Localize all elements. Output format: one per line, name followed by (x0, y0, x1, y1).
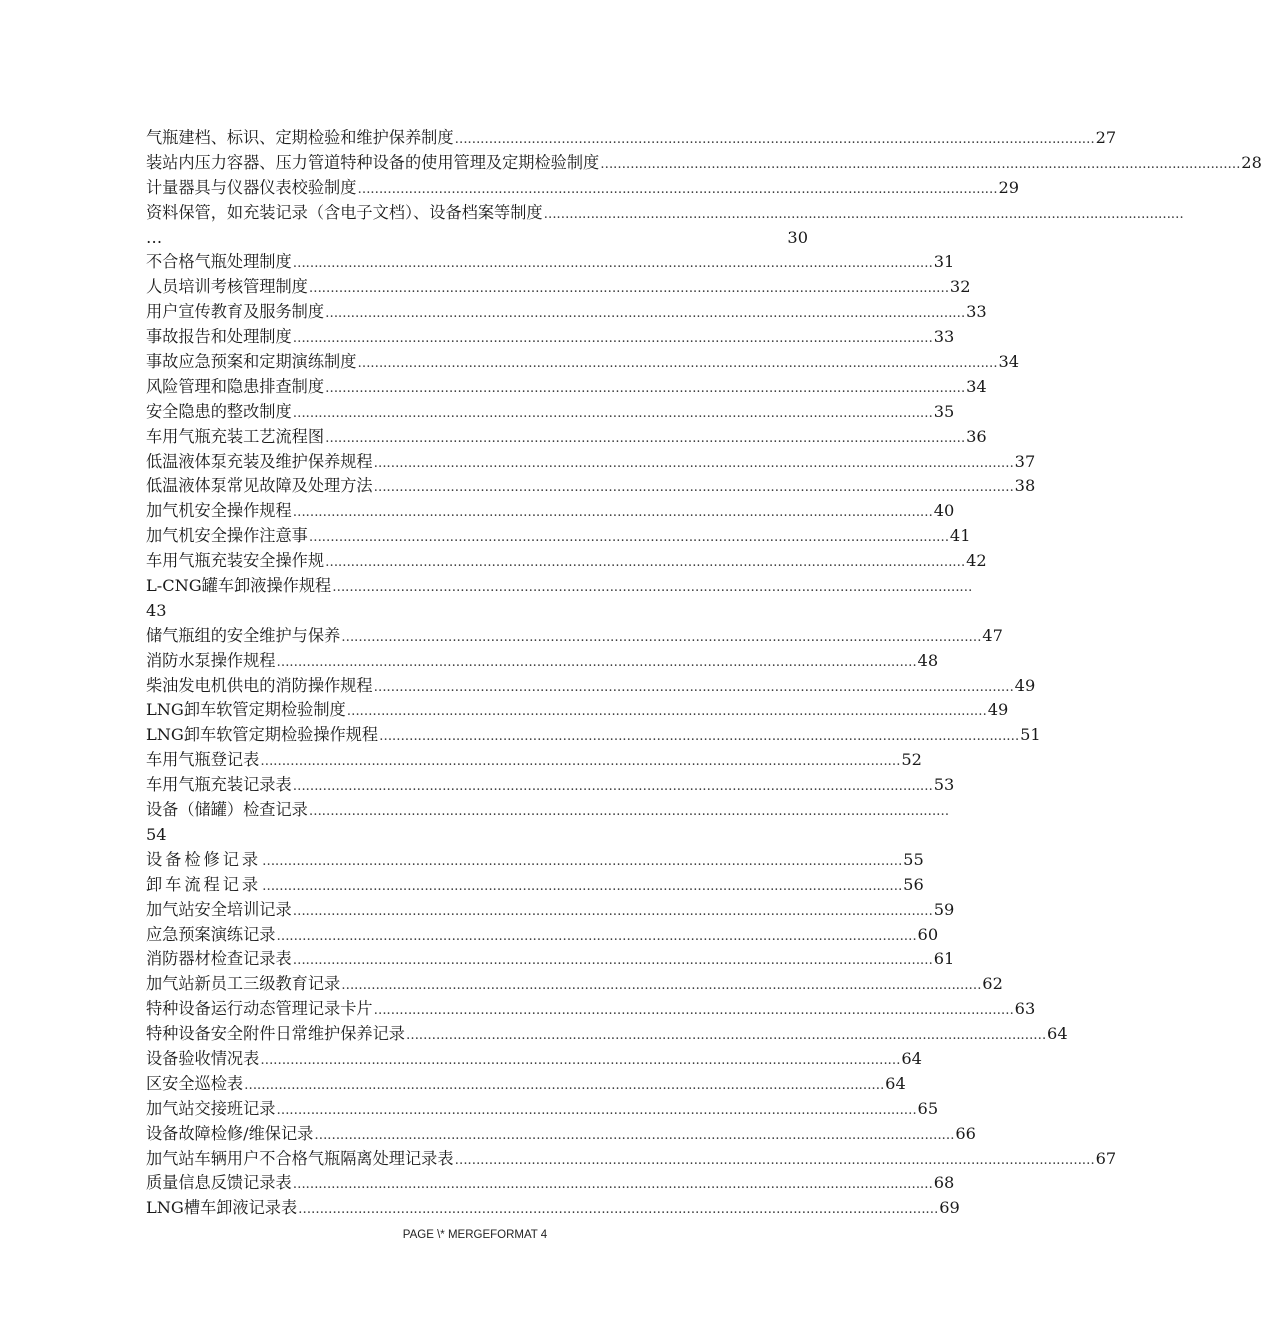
toc-entry-page: 64 (901, 1048, 922, 1068)
toc-entry-page: 37 (1014, 451, 1036, 471)
toc-entry-page: 63 (1014, 999, 1036, 1019)
toc-leader-dots: …………………………………………………………………………………………………………………………………… (373, 679, 1014, 695)
toc-entry[interactable] (146, 275, 971, 300)
toc-entry-page: 59 (933, 899, 955, 919)
toc-entry-title: 柴油发电机供电的消防操作规程 (146, 675, 373, 695)
toc-entry[interactable] (146, 151, 1262, 176)
toc-entry-page: 54 (146, 824, 167, 844)
toc-leader-dots: …………………………………………………………………………………………………………………………………… (292, 779, 933, 795)
toc-leader-dots: …………………………………………………………………………………………………………………………………… (600, 156, 1241, 172)
toc-entry[interactable] (146, 1147, 1117, 1172)
toc-entry[interactable] (146, 250, 955, 275)
toc-entry-title: 装站内压力容器、压力管道特种设备的使用管理及定期检验制度 (146, 152, 600, 172)
toc-entry-title: LNG槽车卸液记录表 (146, 1198, 298, 1218)
toc-entry-page: 35 (933, 401, 955, 421)
toc-entry-title: 用户宣传教育及服务制度 (146, 302, 325, 322)
toc-entry-page: 38 (1014, 476, 1036, 496)
toc-entry-page: 67 (1095, 1148, 1117, 1168)
toc-leader-dots: …………………………………………………………………………………………………………………………………… (543, 206, 1184, 222)
toc-entry-title: 设备检修记录 (146, 849, 262, 869)
toc-entry-title: 加气机安全操作注意事 (146, 526, 308, 546)
toc-entry[interactable] (146, 300, 987, 325)
toc-entry-page: 29 (998, 177, 1020, 197)
toc-entry[interactable] (146, 400, 955, 425)
toc-entry-title: 加气机安全操作规程 (146, 501, 292, 521)
toc-entry-title: 设备验收情况表 (146, 1048, 260, 1068)
toc-leader-dots: …………………………………………………………………………………………………………………………………… (260, 1052, 901, 1068)
toc-entry-title: L-CNG罐车卸液操作规程 (146, 576, 332, 596)
toc-entry-page: 65 (917, 1098, 939, 1118)
toc-entry-page: 49 (1014, 675, 1036, 695)
toc-entry-title: 计量器具与仪器仪表校验制度 (146, 177, 357, 197)
toc-entry[interactable] (146, 574, 973, 599)
toc-entry[interactable] (146, 325, 955, 350)
toc-entry-title: 事故应急预案和定期演练制度 (146, 352, 357, 372)
toc-leader-dots: …………………………………………………………………………………………………………………………………… (292, 953, 933, 969)
toc-leader-dots: …………………………………………………………………………………………………………………………………… (276, 1102, 917, 1118)
toc-entry-page: 52 (901, 750, 922, 770)
toc-entry-title: 卸车流程记录 (146, 874, 262, 894)
toc-entry[interactable] (146, 898, 955, 923)
toc-leader-dots: …………………………………………………………………………………………………………………………………… (454, 132, 1095, 147)
toc-entry-page: 47 (982, 625, 1003, 645)
toc-entry-page: 32 (949, 277, 971, 297)
toc-entry-page: 68 (933, 1173, 955, 1193)
toc-leader-dots: …………………………………………………………………………………………………………………………………… (292, 1177, 933, 1193)
toc-entry[interactable] (146, 748, 922, 773)
toc-entry-page: 64 (885, 1073, 906, 1093)
toc-leader-dots: …………………………………………………………………………………………………………………………………… (341, 629, 982, 645)
toc-leader-dots: …………………………………………………………………………………………………………………………………… (308, 530, 949, 546)
toc-entry-page: 31 (933, 252, 955, 272)
toc-entry[interactable] (146, 972, 1003, 997)
toc-leader-dots: …………………………………………………………………………………………………………………………………… (298, 1202, 939, 1218)
toc-entry-page: 27 (1095, 128, 1117, 147)
toc-entry-title: LNG卸车软管定期检验操作规程 (146, 725, 379, 745)
toc-leader-dots: …………………………………………………………………………………………………………………………………… (308, 281, 949, 297)
toc-entry-page: 64 (1047, 1024, 1068, 1044)
toc-leader-dots: …………………………………………………………………………………………………………………………………… (308, 804, 949, 820)
toc-entry-continuation (146, 226, 808, 251)
toc-entry-title: 气瓶建档、标识、定期检验和维护保养制度 (146, 128, 454, 147)
toc-leader-dots: …………………………………………………………………………………………………………………………………… (373, 1003, 1014, 1019)
toc-entry-page: 28 (1241, 152, 1262, 172)
toc-entry[interactable] (146, 549, 987, 574)
toc-entry-page: 36 (966, 426, 987, 446)
toc-entry[interactable] (146, 1122, 976, 1147)
toc-entry-title: 消防水泵操作规程 (146, 650, 276, 670)
toc-leader-dots: …………………………………………………………………………………………………………………………………… (357, 181, 998, 197)
toc-entry-title: 加气站新员工三级教育记录 (146, 974, 341, 994)
toc-entry-title: 设备故障检修/维保记录 (146, 1123, 314, 1143)
toc-entry-title: 车用气瓶充装记录表 (146, 775, 292, 795)
toc-entry-page: 62 (982, 974, 1003, 994)
toc-entry[interactable] (146, 1097, 939, 1122)
toc-leader-dots: …………………………………………………………………………………………………………………………………… (292, 505, 933, 521)
toc-entry-title: 安全隐患的整改制度 (146, 401, 292, 421)
toc-entry-page: 55 (903, 849, 924, 869)
toc-entry-title: 质量信息反馈记录表 (146, 1173, 292, 1193)
toc-leader-dots: …………………………………………………………………………………………………………………………………… (357, 356, 998, 372)
toc-entry[interactable] (146, 450, 1036, 475)
toc-leader-dots: …………………………………………………………………………………………………………………………………… (292, 256, 933, 272)
toc-entry[interactable] (146, 1072, 906, 1097)
toc-leader-dots: …………………………………………………………………………………………………………………………………… (325, 555, 966, 571)
toc-entry-page: 61 (933, 949, 955, 969)
toc-entry-title: 人员培训考核管理制度 (146, 277, 308, 297)
toc-entry[interactable] (146, 649, 939, 674)
toc-entry-title: 应急预案演练记录 (146, 924, 276, 944)
toc-entry-page: 60 (917, 924, 939, 944)
toc-leader-dots: …………………………………………………………………………………………………………………………………… (314, 1127, 955, 1143)
toc-leader-dots: …………………………………………………………………………………………………………………………………… (373, 455, 1014, 471)
toc-entry-title: 区安全巡检表 (146, 1073, 244, 1093)
toc-entry[interactable] (146, 798, 949, 823)
toc-entry[interactable] (146, 425, 987, 450)
toc-entry-title: 特种设备运行动态管理记录卡片 (146, 999, 373, 1019)
toc-entry[interactable] (146, 923, 939, 948)
toc-entry[interactable] (146, 773, 955, 798)
toc-entry[interactable] (146, 126, 1117, 151)
toc-entry[interactable] (146, 997, 1036, 1022)
toc-entry-page: 40 (933, 501, 955, 521)
toc-entry[interactable] (146, 624, 1003, 649)
toc-entry-page: 34 (998, 352, 1020, 372)
toc-leader-dots: …………………………………………………………………………………………………………………………………… (292, 331, 933, 347)
toc-entry-title: 风险管理和隐患排查制度 (146, 376, 325, 396)
toc-entry-title: 车用气瓶充装安全操作规 (146, 551, 325, 571)
toc-entry-title: 消防器材检查记录表 (146, 949, 292, 969)
toc-entry[interactable] (146, 375, 987, 400)
toc-leader-dots: …………………………………………………………………………………………………………………………………… (276, 928, 917, 944)
toc-leader-dots: …………………………………………………………………………………………………………………………………… (454, 1152, 1095, 1168)
toc-entry[interactable] (146, 1022, 1068, 1047)
toc-entry-title: 加气站安全培训记录 (146, 899, 292, 919)
toc-leader-dots: …………………………………………………………………………………………………………………………………… (373, 480, 1014, 496)
toc-entry[interactable] (146, 873, 924, 898)
toc-entry-page: 66 (955, 1123, 976, 1143)
toc-entry-continuation (146, 823, 808, 848)
toc-entry-title: 事故报告和处理制度 (146, 327, 292, 347)
toc-entry-title: 加气站车辆用户不合格气瓶隔离处理记录表 (146, 1148, 454, 1168)
toc-entry[interactable] (146, 474, 1036, 499)
toc-leader-dots: …………………………………………………………………………………………………………………………………… (379, 729, 1020, 745)
toc-entry-title: 加气站交接班记录 (146, 1098, 276, 1118)
toc-leader-dots: …………………………………………………………………………………………………………………………………… (260, 754, 901, 770)
toc-entry[interactable] (146, 176, 1020, 201)
toc-leader-dots: …………………………………………………………………………………………………………………………………… (341, 978, 982, 994)
toc-entry-page: 30 (787, 227, 808, 247)
toc-leader-dots: …………………………………………………………………………………………………………………………………… (262, 853, 903, 869)
toc-entry-page: 69 (939, 1198, 960, 1218)
toc-entry-title: 车用气瓶登记表 (146, 750, 260, 770)
toc-leader-dots: …………………………………………………………………………………………………………………………………… (325, 430, 966, 446)
toc-entry-title: 车用气瓶充装工艺流程图 (146, 426, 325, 446)
toc-wrap-dots: … (146, 227, 163, 247)
toc-leader-dots: …………………………………………………………………………………………………………………………………… (406, 1028, 1047, 1044)
toc-leader-dots: …………………………………………………………………………………………………………………………………… (292, 405, 933, 421)
toc-entry[interactable] (146, 524, 971, 549)
toc-leader-dots: …………………………………………………………………………………………………………………………………… (276, 654, 917, 670)
toc-leader-dots: …………………………………………………………………………………………………………………………………… (244, 1077, 885, 1093)
toc-entry-title: 特种设备安全附件日常维护保养记录 (146, 1024, 405, 1044)
toc-entry-page: 49 (987, 700, 1009, 720)
toc-leader-dots: …………………………………………………………………………………………………………………………………… (332, 580, 973, 596)
page-footer: PAGE \* MERGEFORMAT 4 (402, 1229, 548, 1241)
toc-entry[interactable] (146, 947, 955, 972)
toc-entry-page: 33 (966, 302, 987, 322)
toc-entry[interactable] (146, 1047, 922, 1072)
toc-leader-dots: …………………………………………………………………………………………………………………………………… (346, 704, 987, 720)
toc-entry[interactable] (146, 698, 1009, 723)
toc-entry-page: 43 (146, 600, 167, 620)
toc-entry[interactable] (146, 499, 955, 524)
toc-entry-page: 53 (933, 775, 955, 795)
toc-leader-dots: …………………………………………………………………………………………………………………………………… (262, 878, 903, 894)
toc-entry-page: 42 (966, 551, 987, 571)
toc-entry[interactable] (146, 350, 1020, 375)
toc-entry[interactable] (146, 1196, 960, 1221)
toc-entry-title: 资料保管，如充装记录（含电子文档）、设备档案等制度 (146, 202, 543, 222)
toc-entry-page: 34 (966, 376, 987, 396)
toc-entry-page: 41 (949, 526, 971, 546)
toc-entry[interactable] (146, 848, 924, 873)
toc-entry-title: 设备（储罐）检查记录 (146, 800, 308, 820)
toc-entry-page: 56 (903, 874, 924, 894)
toc-entry-title: LNG卸车软管定期检验制度 (146, 700, 346, 720)
toc-entry-title: 储气瓶组的安全维护与保养 (146, 625, 341, 645)
toc-leader-dots: …………………………………………………………………………………………………………………………………… (292, 903, 933, 919)
toc-entry-title: 不合格气瓶处理制度 (146, 252, 292, 272)
table-of-contents (146, 126, 1262, 1221)
toc-entry-page: 33 (933, 327, 955, 347)
toc-entry-page: 48 (917, 650, 939, 670)
toc-entry-title: 低温液体泵常见故障及处理方法 (146, 476, 373, 496)
toc-entry[interactable] (146, 674, 1036, 699)
toc-entry-title: 低温液体泵充装及维护保养规程 (146, 451, 373, 471)
toc-entry-page: 51 (1020, 725, 1041, 745)
toc-leader-dots: …………………………………………………………………………………………………………………………………… (325, 380, 966, 396)
toc-entry[interactable] (146, 723, 1041, 748)
toc-entry-continuation (146, 599, 808, 624)
toc-entry[interactable] (146, 1171, 955, 1196)
toc-entry[interactable] (146, 201, 1184, 226)
toc-leader-dots: …………………………………………………………………………………………………………………………………… (325, 306, 966, 322)
